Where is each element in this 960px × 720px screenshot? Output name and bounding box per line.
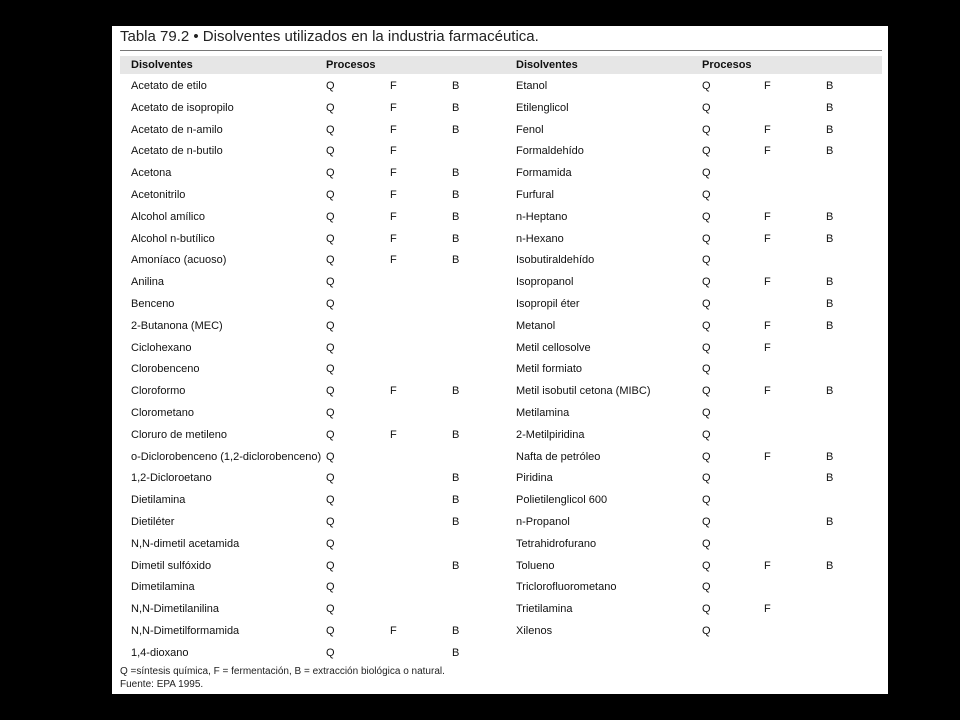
- left-process-q: Q: [326, 515, 335, 528]
- left-process-b: B: [452, 232, 460, 245]
- right-solvent-name: Metil cellosolve: [516, 341, 591, 354]
- table-title: Tabla 79.2 • Disolventes utilizados en la industria farmacéutica.: [120, 28, 539, 45]
- right-process-b: B: [826, 101, 834, 114]
- left-solvent-name: Anilina: [131, 276, 165, 289]
- left-process-q: Q: [326, 254, 335, 267]
- footnote-source: Fuente: EPA 1995.: [120, 679, 204, 690]
- left-solvent-name: N,N-Dimetilanilina: [131, 603, 220, 616]
- right-solvent-name: Isobutiraldehído: [516, 254, 595, 267]
- left-process-b: B: [452, 559, 460, 572]
- right-process-q: Q: [702, 254, 711, 267]
- right-solvent-name: Trietilamina: [516, 603, 573, 616]
- right-process-q: Q: [702, 428, 711, 441]
- right-process-q: Q: [702, 341, 711, 354]
- left-process-b: B: [452, 188, 460, 201]
- left-solvent-name: Cloroformo: [131, 385, 186, 398]
- right-solvent-name: Isopropanol: [516, 276, 574, 289]
- footnote-legend: Q =síntesis química, F = fermentación, B = extracción biológica o natural.: [120, 666, 445, 677]
- left-solvent-name: Alcohol n-butílico: [131, 232, 215, 245]
- right-process-b: B: [826, 297, 834, 310]
- left-process-q: Q: [326, 123, 335, 136]
- right-solvent-name: Fenol: [516, 123, 544, 136]
- table-row: [112, 490, 888, 512]
- right-process-q: Q: [702, 385, 711, 398]
- left-process-f: F: [390, 210, 397, 223]
- left-process-b: B: [452, 101, 460, 114]
- left-solvent-name: N,N-dimetil acetamida: [131, 537, 240, 550]
- left-process-b: B: [452, 624, 460, 637]
- left-process-q: Q: [326, 624, 335, 637]
- right-process-b: B: [826, 515, 834, 528]
- left-process-q: Q: [326, 319, 335, 332]
- table-row: [112, 294, 888, 316]
- right-process-q: Q: [702, 494, 711, 507]
- left-process-q: Q: [326, 428, 335, 441]
- right-process-q: Q: [702, 581, 711, 594]
- table-row: [112, 185, 888, 207]
- left-process-b: B: [452, 167, 460, 180]
- right-process-f: F: [764, 232, 771, 245]
- left-process-f: F: [390, 428, 397, 441]
- left-solvent-name: Acetato de n-butilo: [131, 145, 223, 158]
- left-solvent-name: Acetato de isopropilo: [131, 101, 234, 114]
- left-process-q: Q: [326, 603, 335, 616]
- right-solvent-name: Piridina: [516, 472, 553, 485]
- table-row: [112, 468, 888, 490]
- table-row: [112, 599, 888, 621]
- table-row: [112, 76, 888, 98]
- table-row: [112, 163, 888, 185]
- right-process-f: F: [764, 450, 771, 463]
- right-process-b: B: [826, 385, 834, 398]
- right-solvent-name: Formamida: [516, 167, 572, 180]
- right-solvent-name: n-Propanol: [516, 515, 570, 528]
- left-process-b: B: [452, 646, 460, 659]
- right-process-q: Q: [702, 472, 711, 485]
- right-solvent-name: Tetrahidrofurano: [516, 537, 597, 550]
- right-solvent-name: Triclorofluorometano: [516, 581, 617, 594]
- table-row: [112, 229, 888, 251]
- left-process-f: F: [390, 254, 397, 267]
- left-process-b: B: [452, 80, 460, 92]
- left-process-q: Q: [326, 232, 335, 245]
- left-solvent-name: Clorometano: [131, 406, 194, 419]
- right-process-q: Q: [702, 145, 711, 158]
- table-header-band: [120, 56, 882, 74]
- right-process-q: Q: [702, 297, 711, 310]
- left-solvent-name: Acetona: [131, 167, 172, 180]
- right-solvent-name: Metanol: [516, 319, 556, 332]
- table-row: [112, 577, 888, 599]
- right-process-f: F: [764, 385, 771, 398]
- left-process-f: F: [390, 101, 397, 114]
- table-row: [112, 447, 888, 469]
- left-process-b: B: [452, 494, 460, 507]
- left-solvent-name: Benceno: [131, 297, 175, 310]
- left-solvent-name: Acetonitrilo: [131, 188, 186, 201]
- right-solvent-name: Metilamina: [516, 406, 570, 419]
- left-solvent-name: o-Diclorobenceno (1,2-diclorobenceno): [131, 450, 322, 463]
- table-row: [112, 120, 888, 142]
- left-process-b: B: [452, 385, 460, 398]
- table-row: [112, 512, 888, 534]
- left-process-q: Q: [326, 210, 335, 223]
- left-process-f: F: [390, 624, 397, 637]
- left-process-q: Q: [326, 559, 335, 572]
- left-solvent-name: Acetato de n-amilo: [131, 123, 223, 136]
- right-solvent-name: Metil isobutil cetona (MIBC): [516, 385, 651, 398]
- right-process-f: F: [764, 80, 771, 92]
- right-process-f: F: [764, 210, 771, 223]
- left-process-q: Q: [326, 80, 335, 92]
- right-solvent-name: n-Heptano: [516, 210, 568, 223]
- left-process-b: B: [452, 515, 460, 528]
- left-process-q: Q: [326, 537, 335, 550]
- right-solvent-name: n-Hexano: [516, 232, 564, 245]
- left-process-b: B: [452, 123, 460, 136]
- right-process-q: Q: [702, 450, 711, 463]
- left-process-f: F: [390, 232, 397, 245]
- right-process-q: Q: [702, 537, 711, 550]
- left-solvent-name: Ciclohexano: [131, 341, 192, 354]
- left-process-q: Q: [326, 363, 335, 376]
- right-process-f: F: [764, 145, 771, 158]
- left-process-q: Q: [326, 385, 335, 398]
- left-process-q: Q: [326, 494, 335, 507]
- right-process-q: Q: [702, 624, 711, 637]
- right-process-b: B: [826, 450, 834, 463]
- right-process-b: B: [826, 145, 834, 158]
- left-solvent-name: Alcohol amílico: [131, 210, 205, 223]
- right-solvent-name: Formaldehído: [516, 145, 584, 158]
- right-process-b: B: [826, 123, 834, 136]
- right-solvent-name: Nafta de petróleo: [516, 450, 601, 463]
- table-row: [112, 98, 888, 120]
- left-process-q: Q: [326, 646, 335, 659]
- header-disolventes-right: Disolventes: [516, 59, 578, 71]
- right-process-q: Q: [702, 210, 711, 223]
- table-row: [112, 381, 888, 403]
- right-process-f: F: [764, 559, 771, 572]
- left-solvent-name: 1,4-dioxano: [131, 646, 189, 659]
- table-row: [112, 534, 888, 556]
- table-row: [112, 207, 888, 229]
- right-solvent-name: Metil formiato: [516, 363, 583, 376]
- right-solvent-name: 2-Metilpiridina: [516, 428, 585, 441]
- table-row: [112, 141, 888, 163]
- left-process-q: Q: [326, 188, 335, 201]
- left-solvent-name: N,N-Dimetilformamida: [131, 624, 240, 637]
- right-process-b: B: [826, 80, 834, 92]
- left-solvent-name: Cloruro de metileno: [131, 428, 227, 441]
- right-process-q: Q: [702, 406, 711, 419]
- title-divider: [120, 50, 882, 51]
- right-process-q: Q: [702, 123, 711, 136]
- right-process-f: F: [764, 123, 771, 136]
- left-process-q: Q: [326, 581, 335, 594]
- table-row: [112, 425, 888, 447]
- right-process-b: B: [826, 210, 834, 223]
- right-solvent-name: Isopropil éter: [516, 297, 580, 310]
- right-process-b: B: [826, 559, 834, 572]
- header-procesos-left: Procesos: [326, 59, 376, 71]
- document-page: [112, 26, 888, 694]
- right-process-f: F: [764, 319, 771, 332]
- left-process-f: F: [390, 123, 397, 136]
- left-solvent-name: Dietilamina: [131, 494, 186, 507]
- left-process-b: B: [452, 254, 460, 267]
- left-process-q: Q: [326, 101, 335, 114]
- left-solvent-name: Amoníaco (acuoso): [131, 254, 227, 267]
- left-process-q: Q: [326, 297, 335, 310]
- table-row: [112, 338, 888, 360]
- header-disolventes-left: Disolventes: [131, 59, 193, 71]
- right-process-f: F: [764, 276, 771, 289]
- right-process-q: Q: [702, 188, 711, 201]
- left-solvent-name: 1,2-Dicloroetano: [131, 472, 212, 485]
- left-process-f: F: [390, 80, 397, 92]
- right-process-b: B: [826, 276, 834, 289]
- left-process-q: Q: [326, 276, 335, 289]
- table-row: [112, 643, 888, 665]
- left-process-q: Q: [326, 450, 335, 463]
- right-process-b: B: [826, 232, 834, 245]
- right-solvent-name: Etanol: [516, 80, 548, 92]
- table-row: [112, 359, 888, 381]
- table-row: [112, 621, 888, 643]
- right-process-q: Q: [702, 603, 711, 616]
- table-row: [112, 403, 888, 425]
- right-process-q: Q: [702, 80, 711, 92]
- right-process-b: B: [826, 472, 834, 485]
- left-process-f: F: [390, 385, 397, 398]
- left-solvent-name: Dimetilamina: [131, 581, 195, 594]
- right-process-q: Q: [702, 515, 711, 528]
- left-process-b: B: [452, 472, 460, 485]
- right-solvent-name: Polietilenglicol 600: [516, 494, 608, 507]
- left-process-b: B: [452, 210, 460, 223]
- left-process-q: Q: [326, 406, 335, 419]
- right-process-q: Q: [702, 276, 711, 289]
- right-process-q: Q: [702, 232, 711, 245]
- right-process-q: Q: [702, 167, 711, 180]
- table-row: [112, 250, 888, 272]
- left-process-q: Q: [326, 341, 335, 354]
- table-row: [112, 316, 888, 338]
- right-solvent-name: Furfural: [516, 188, 554, 201]
- left-solvent-name: Clorobenceno: [131, 363, 200, 376]
- right-process-q: Q: [702, 101, 711, 114]
- table-row: [112, 272, 888, 294]
- right-solvent-name: Etilenglicol: [516, 101, 569, 114]
- left-solvent-name: Acetato de etilo: [131, 80, 207, 92]
- left-process-b: B: [452, 428, 460, 441]
- left-process-f: F: [390, 167, 397, 180]
- right-process-q: Q: [702, 319, 711, 332]
- left-solvent-name: 2-Butanona (MEC): [131, 319, 223, 332]
- left-solvent-name: Dietiléter: [131, 515, 175, 528]
- left-solvent-name: Dimetil sulfóxido: [131, 559, 212, 572]
- left-process-q: Q: [326, 167, 335, 180]
- right-process-q: Q: [702, 363, 711, 376]
- right-solvent-name: Tolueno: [516, 559, 555, 572]
- left-process-f: F: [390, 145, 397, 158]
- right-process-f: F: [764, 603, 771, 616]
- right-process-f: F: [764, 341, 771, 354]
- left-process-q: Q: [326, 145, 335, 158]
- table-row: [112, 556, 888, 578]
- left-process-f: F: [390, 188, 397, 201]
- right-solvent-name: Xilenos: [516, 624, 553, 637]
- table-body: [112, 76, 888, 665]
- right-process-q: Q: [702, 559, 711, 572]
- left-process-q: Q: [326, 472, 335, 485]
- right-process-b: B: [826, 319, 834, 332]
- header-procesos-right: Procesos: [702, 59, 752, 71]
